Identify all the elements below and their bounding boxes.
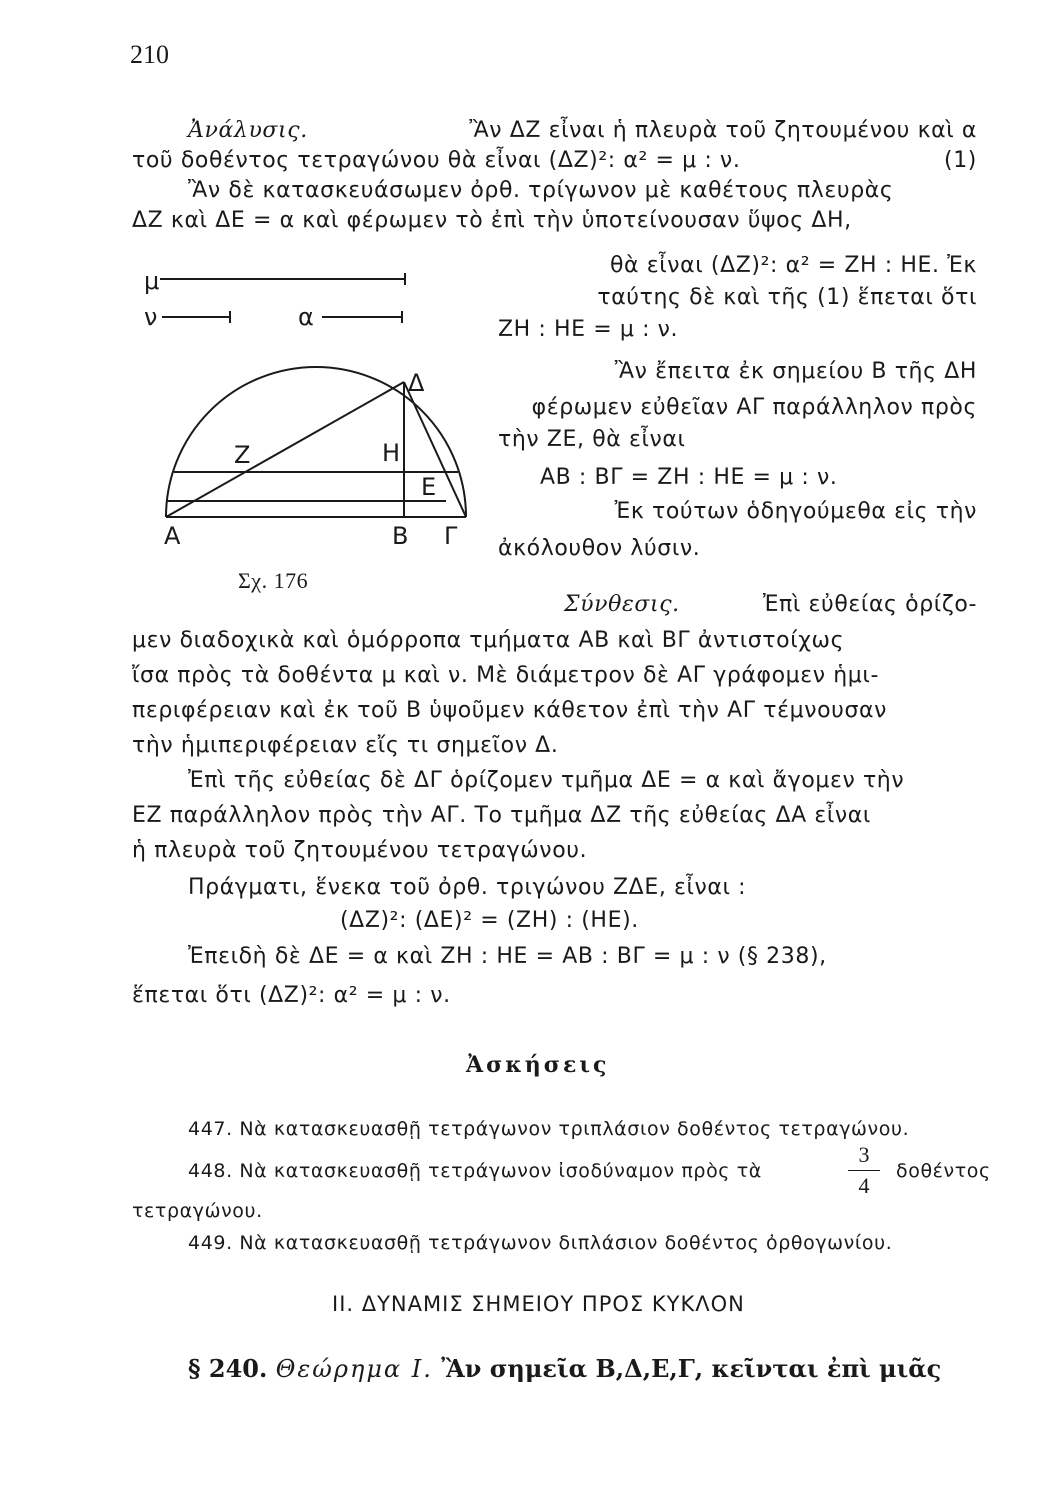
synthesis-line-8: ἡ πλευρὰ τοῦ ζητουμένου τετραγώνου. xyxy=(132,838,588,863)
label-G: Γ xyxy=(444,522,458,550)
label-H: Η xyxy=(382,439,401,467)
theorem-title: Θεώρημα I. xyxy=(275,1355,433,1383)
label-B: Β xyxy=(392,522,409,550)
analysis-title xyxy=(188,116,308,146)
theorem-text: Ἂν σημεῖα Β,Δ,Ε,Γ, κεῖνται ἐπὶ μιᾶς xyxy=(441,1354,942,1383)
label-nu: ν xyxy=(144,303,158,331)
analysis-title-text: Ἀνάλυσις. xyxy=(188,118,308,143)
synthesis-line-12: ἕπεται ὅτι (ΔΖ)²: α² = μ : ν. xyxy=(132,983,451,1008)
fraction-numerator: 3 xyxy=(858,1142,870,1167)
theorem-label: § 240. xyxy=(188,1354,268,1383)
exercise-448-end: τετραγώνου. xyxy=(132,1200,263,1222)
analysis-line-13: ἀκόλουθον λύσιν. xyxy=(498,536,701,561)
synthesis-line-11: Ἐπειδὴ δὲ ΔΕ = α καὶ ΖΗ : ΗΕ = ΑΒ : ΒΓ = μ : ν (§ 238), xyxy=(188,944,827,969)
theorem-line xyxy=(188,1354,941,1383)
analysis-line-4: ΔΖ καὶ ΔΕ = α καὶ φέρωμεν τὸ ἐπὶ τὴν ὑποτείνουσαν ὕψος ΔΗ, xyxy=(132,208,852,233)
analysis-line-3: Ἂν δὲ κατασκευάσωμεν ὀρθ. τρίγωνον μὲ καθέτους πλευρὰς xyxy=(188,178,894,203)
section-title: II. ΔΥΝΑΜΙΣ ΣΗΜΕΙΟΥ ΠΡΟΣ ΚΥΚΛΟΝ xyxy=(332,1292,745,1316)
synthesis-line-9: Πράγματι, ἕνεκα τοῦ ὀρθ. τριγώνου ΖΔΕ, εἶναι : xyxy=(188,875,747,900)
exercise-448-cont: δοθέντος xyxy=(896,1160,991,1182)
label-A: Α xyxy=(164,522,181,550)
figure-176 xyxy=(130,255,500,595)
label-E: Ε xyxy=(421,473,437,501)
analysis-line-2: τοῦ δοθέντος τετραγώνου θὰ εἶναι (ΔΖ)²: α² = μ : ν. xyxy=(132,148,741,173)
line-DA xyxy=(166,382,404,517)
synthesis-title-text: Σύνθεσις. xyxy=(564,592,680,617)
analysis-line-11: ΑΒ : ΒΓ = ΖΗ : ΗΕ = μ : ν. xyxy=(540,465,838,490)
analysis-line-12: Ἐκ τούτων ὁδηγούμεθα εἰς τὴν xyxy=(614,499,977,524)
synthesis-line-1: Ἐπὶ εὐθείας ὁρίζο- xyxy=(762,592,977,617)
page-number: 210 xyxy=(130,40,169,69)
analysis-line-7: ΖΗ : ΗΕ = μ : ν. xyxy=(498,317,679,342)
exercise-448: 448. Νὰ κατασκευασθῇ τετράγωνον ἰσοδύναμον πρὸς τὰ xyxy=(188,1160,762,1182)
label-mu: μ xyxy=(144,267,160,295)
fraction-three-quarters xyxy=(848,1142,880,1199)
analysis-line-1: Ἂν ΔΖ εἶναι ἡ πλευρὰ τοῦ ζητουμένου καὶ α xyxy=(469,118,977,143)
label-alpha: α xyxy=(298,303,314,331)
figure-caption: Σχ. 176 xyxy=(238,568,309,593)
synthesis-line-5: τὴν ἡμιπεριφέρειαν εἴς τι σημεῖον Δ. xyxy=(132,733,559,758)
equation-number: (1) xyxy=(944,148,977,173)
synthesis-line-4: περιφέρειαν καὶ ἐκ τοῦ Β ὑψοῦμεν κάθετον ἐπὶ τὴν ΑΓ τέμνουσαν xyxy=(132,698,888,723)
analysis-line-6: ταύτης δὲ καὶ τῆς (1) ἕπεται ὅτι xyxy=(597,285,977,310)
exercise-447: 447. Νὰ κατασκευασθῇ τετράγωνον τριπλάσιον δοθέντος τετραγώνου. xyxy=(188,1118,910,1140)
label-D: Δ xyxy=(408,369,425,397)
synthesis-line-6: Ἐπὶ τῆς εὐθείας δὲ ΔΓ ὁρίζομεν τμῆμα ΔΕ = α καὶ ἄγομεν τὴν xyxy=(188,768,905,793)
fraction-bar xyxy=(848,1170,880,1171)
label-Z: Ζ xyxy=(234,441,251,469)
fraction-denominator: 4 xyxy=(858,1173,870,1198)
exercises-heading: Ἀσκήσεις xyxy=(466,1052,610,1078)
analysis-line-5: θὰ εἶναι (ΔΖ)²: α² = ΖΗ : ΗΕ. Ἐκ xyxy=(609,253,977,278)
synthesis-title xyxy=(564,590,680,620)
synthesis-line-2: μεν διαδοχικὰ καὶ ὁμόρροπα τμήματα ΑΒ καὶ ΒΓ ἀντιστοίχως xyxy=(132,628,845,653)
analysis-line-9: φέρωμεν εὐθεῖαν ΑΓ παράλληλον πρὸς xyxy=(531,395,977,420)
exercise-449: 449. Νὰ κατασκευασθῇ τετράγωνον διπλάσιον δοθέντος ὀρθογωνίου. xyxy=(188,1232,893,1254)
analysis-line-8: Ἂν ἔπειτα ἐκ σημείου Β τῆς ΔΗ xyxy=(614,359,977,384)
synthesis-line-10: (ΔΖ)²: (ΔΕ)² = (ΖΗ) : (ΗΕ). xyxy=(340,908,639,933)
synthesis-line-3: ἴσα πρὸς τὰ δοθέντα μ καὶ ν. Μὲ διάμετρον δὲ ΑΓ γράφομεν ἡμι- xyxy=(132,663,879,688)
synthesis-line-7: ΕΖ παράλληλον πρὸς τὴν ΑΓ. Το τμῆμα ΔΖ τῆς εὐθείας ΔΑ εἶναι xyxy=(132,803,871,828)
analysis-line-10: τὴν ΖΕ, θὰ εἶναι xyxy=(498,427,686,452)
